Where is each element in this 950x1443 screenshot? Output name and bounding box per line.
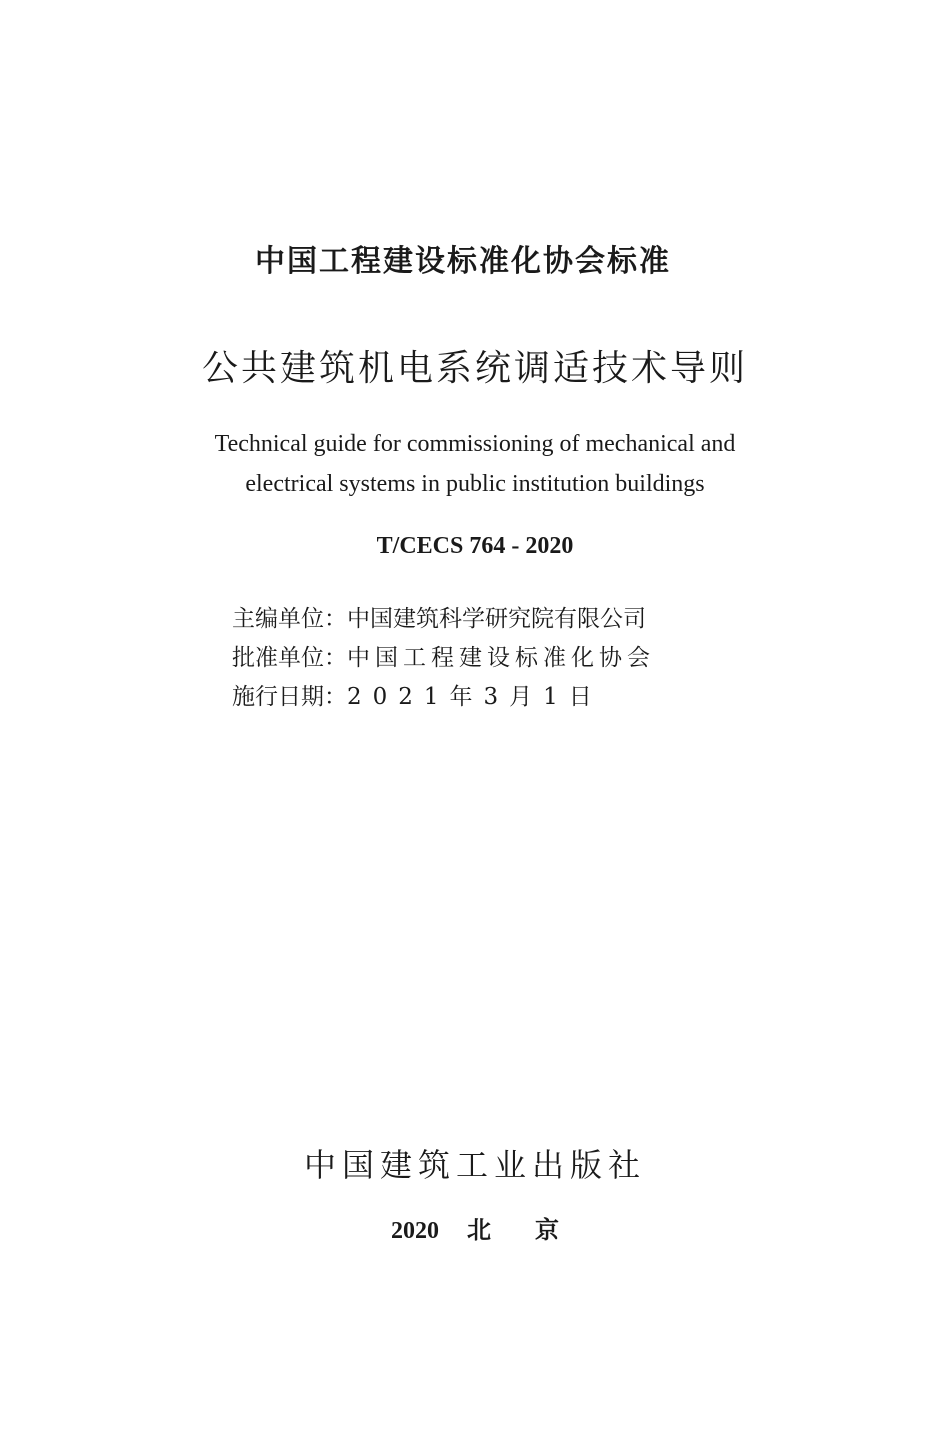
publisher-name: 中国建筑工业出版社 [303,1146,646,1184]
publication-year: 2020 [391,1218,439,1244]
publication-city-char-2: 京 [535,1216,559,1244]
publication-city-char-1: 北 [467,1216,491,1244]
editor-label: 主编单位： [232,606,347,632]
org-standard-heading: 中国工程建设标准化协会标准 [255,244,671,279]
effective-date-label: 施行日期： [232,684,347,710]
publication-year-place [0,1210,950,1245]
approver-label: 批准单位： [232,645,347,671]
english-title [0,424,950,504]
publication-info [232,600,655,717]
approver-value: 中国工程建设标准化协会 [347,645,655,671]
approver-row [232,639,655,678]
english-title-line-2: electrical systems in public institution buildings [245,471,705,497]
effective-date-row [232,678,655,717]
editor-row [232,600,655,639]
standard-code: T/CECS 764 - 2020 [376,533,574,559]
effective-date-value: 2021年3月1日 [347,684,603,710]
chinese-title: 公共建筑机电系统调适技术导则 [201,348,748,389]
english-title-line-1: Technical guide for commissioning of mechanical and [214,431,736,457]
editor-value: 中国建筑科学研究院有限公司 [347,606,646,632]
